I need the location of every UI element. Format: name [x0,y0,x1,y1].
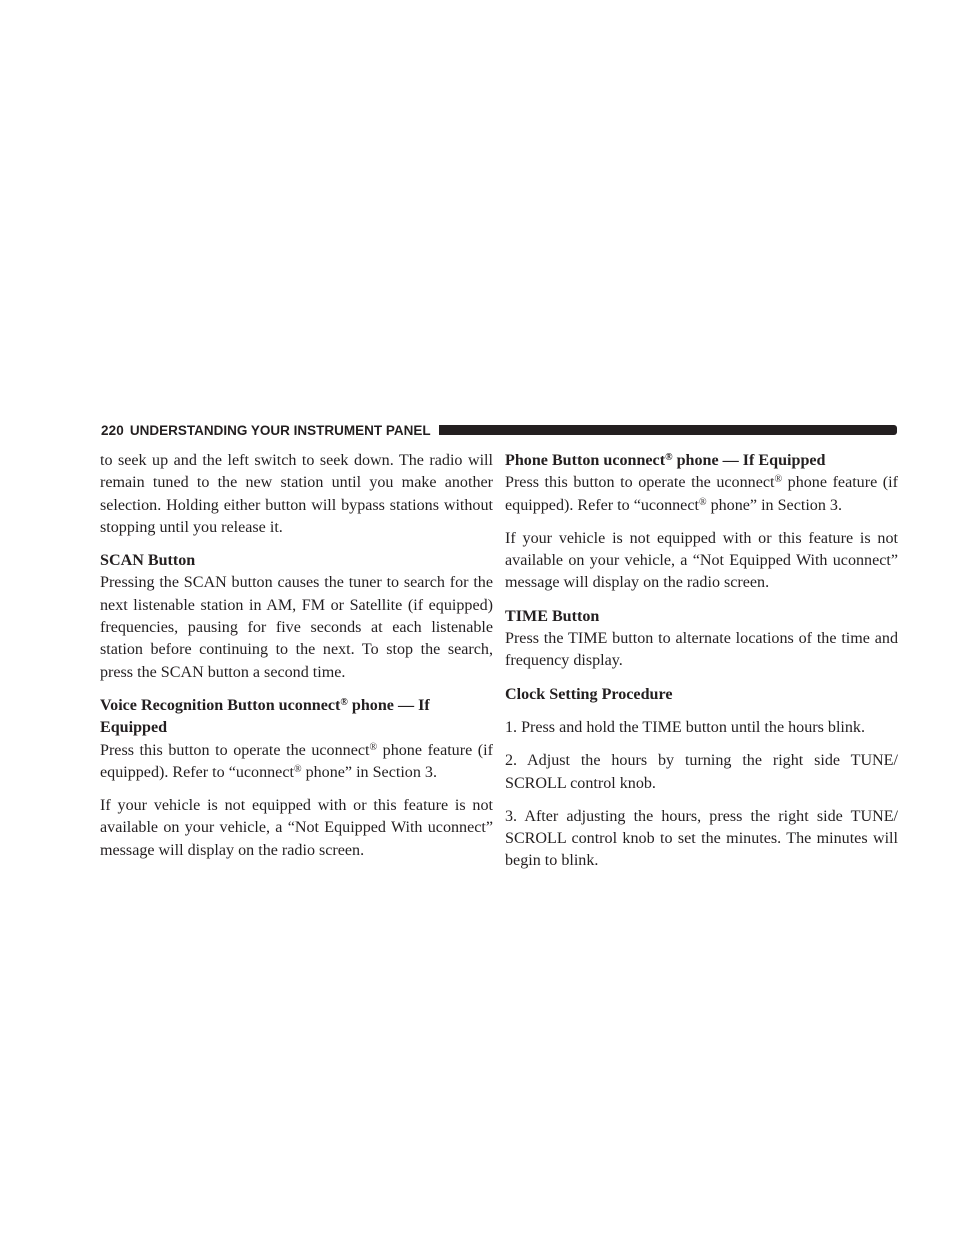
registered-mark: ® [665,452,673,463]
registered-mark: ® [369,741,378,753]
time-section [505,606,898,673]
clock-heading: Clock Setting Procedure [505,685,673,703]
clock-section [505,684,898,706]
phone-text-part-c: phone” in Section 3. [706,496,842,514]
phone-note: If your vehicle is not equipped with or this feature is not available on your vehicle, a “Not Equipped With uconnect” message will display on the radio screen. [505,529,898,592]
phone-heading-part-a: Phone Button uconnect [505,452,666,469]
page-header [101,419,897,441]
left-column [100,450,493,873]
time-text: Press the TIME button to alternate locations of the time and frequency display. [505,630,898,670]
scan-section [100,550,493,684]
phone-text [505,472,898,517]
time-heading: TIME Button [505,607,600,625]
phone-text-part-b: phone feature (if equipped). Refer to “uconnect [505,474,899,514]
clock-step-3: 3. After adjusting the hours, press the right side TUNE/ SCROLL control knob to set the minutes. The minutes will begin to blink. [505,807,898,870]
vr-text-part-c: phone” in Section 3. [301,763,437,781]
page-number: 220 [101,422,124,438]
clock-step-2: 2. Adjust the hours by turning the right side TUNE/ SCROLL control knob. [505,752,898,792]
voice-recognition-heading [100,695,493,740]
registered-mark: ® [293,763,302,775]
registered-mark: ® [340,696,348,708]
scan-text: Pressing the SCAN button causes the tuner to search for the next listenable station in AM, FM or Satellite (if equipped) frequencies, pausing for five seconds at each listenable station before continuing to the next. To stop the search, press the SCAN button a second time. [100,574,493,681]
intro-paragraph: to seek up and the left switch to seek down. The radio will remain tuned to the new station until you make another selection. Holding either button will bypass stations without stopping until you release it. [100,452,493,536]
phone-heading-part-b: phone — If Equipped [672,452,826,469]
scan-heading: SCAN Button [100,552,196,570]
phone-heading [505,450,898,472]
vr-text-part-b: phone feature (if equipped). Refer to “uconnect [100,741,494,781]
vr-text-part-a: Press this button to operate the uconnect [100,741,370,759]
phone-text-part-a: Press this button to operate the uconnect [505,474,775,492]
header-rule [439,425,897,435]
registered-mark: ® [774,474,783,486]
voice-recognition-note: If your vehicle is not equipped with or this feature is not available on your vehicle, a “Not Equipped With uconnect” message will display on the radio screen. [100,797,493,859]
right-column [505,450,898,884]
voice-recognition-section [100,695,493,784]
registered-mark: ® [698,496,707,508]
clock-step-1: 1. Press and hold the TIME button until the hours blink. [505,718,866,736]
vr-heading-part-a: Voice Recognition Button uconnect [100,696,341,714]
section-title: UNDERSTANDING YOUR INSTRUMENT PANEL [129,422,431,438]
voice-recognition-text [100,740,493,785]
vr-heading-part-b: phone — If Equipped [100,696,430,737]
phone-section [505,450,898,517]
